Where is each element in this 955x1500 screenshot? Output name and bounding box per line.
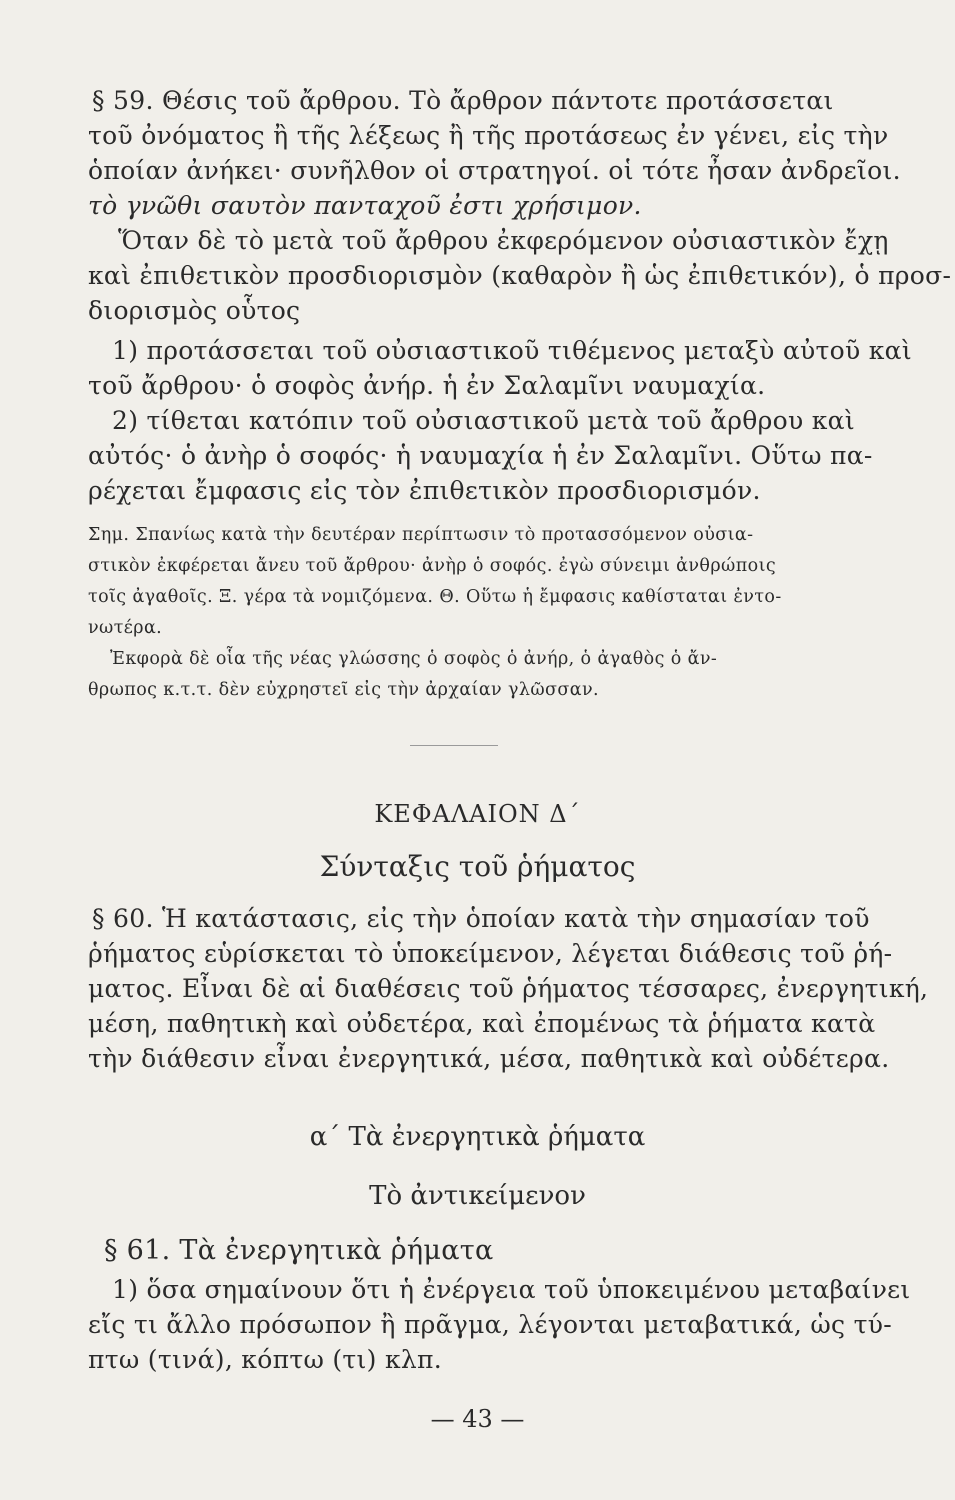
section-59-rule-2: 2) τίθεται κατόπιν τοῦ οὐσιαστικοῦ μετὰ τοῦ ἄρθρου καὶ	[112, 406, 855, 435]
section-60-line-4: μέση, παθητικὴ καὶ οὐδετέρα, καὶ ἐπομένως τὰ ῥήματα κατὰ	[88, 1009, 876, 1038]
section-59-line-5: Ὅταν δὲ τὸ μετὰ τοῦ ἄρθρου ἐκφερόμενον οὐσιαστικὸν ἔχῃ	[118, 226, 889, 255]
section-59-rule-1: 1) προτάσσεται τοῦ οὐσιαστικοῦ τιθέμενος μεταξὺ αὐτοῦ καὶ	[112, 336, 912, 365]
section-60-line-1: § 60. Ἡ κατάστασις, εἰς τὴν ὁποίαν κατὰ τὴν σημασίαν τοῦ	[92, 904, 870, 933]
section-61-line-1: 1) ὅσα σημαίνουν ὅτι ἡ ἐνέργεια τοῦ ὑποκειμένου μεταβαίνει	[112, 1275, 911, 1304]
note-line-1: Σημ. Σπανίως κατὰ τὴν δευτέραν περίπτωσιν τὸ προτασσόμενον οὐσια-	[88, 525, 754, 545]
section-59-line-12: ρέχεται ἔμφασις εἰς τὸν ἐπιθετικὸν προσδιορισμόν.	[88, 476, 761, 505]
note-line-6: θρωπος κ.τ.τ. δὲν εὐχρηστεῖ εἰς τὴν ἀρχαίαν γλῶσσαν.	[88, 680, 599, 700]
chapter-title: Σύνταξις τοῦ ῥήματος	[319, 850, 636, 883]
section-59-example-line: τὸ γνῶθι σαυτὸν πανταχοῦ ἐστι χρήσιμον.	[88, 191, 642, 220]
chapter-label: ΚΕΦΑΛΑΙΟΝ Δ΄	[374, 800, 581, 828]
page-number: — 43 —	[430, 1405, 525, 1433]
note-line-2: στικὸν ἐκφέρεται ἄνευ τοῦ ἄρθρου· ἀνὴρ ὁ σοφός. ἐγὼ σύνειμι ἀνθρώποις	[88, 556, 777, 576]
note-line-5: Ἐκφορὰ δὲ οἷα τῆς νέας γλώσσης ὁ σοφὸς ὁ ἀνήρ, ὁ ἀγαθὸς ὁ ἄν-	[110, 649, 718, 669]
subheading-object: Τὸ ἀντικείμενον	[369, 1181, 586, 1211]
section-59-line-6: καὶ ἐπιθετικὸν προσδιορισμὸν (καθαρὸν ἢ ὡς ἐπιθετικόν), ὁ προσ-	[88, 261, 952, 290]
section-61-heading: § 61. Τὰ ἐνεργητικὰ ῥήματα	[104, 1235, 494, 1266]
note-line-3: τοῖς ἀγαθοῖς. Ξ. γέρα τὰ νομιζόμενα. Θ. Οὕτω ἡ ἔμφασις καθίσταται ἐντο-	[88, 587, 782, 607]
note-line-4: νωτέρα.	[88, 618, 163, 638]
section-60-line-5: τὴν διάθεσιν εἶναι ἐνεργητικά, μέσα, παθητικὰ καὶ οὐδέτερα.	[88, 1044, 890, 1073]
section-61-line-3: πτω (τινά), κόπτω (τι) κλπ.	[88, 1345, 443, 1374]
section-59-line-7: διορισμὸς οὗτος	[88, 296, 301, 325]
section-60-line-2: ῥήματος εὑρίσκεται τὸ ὑποκείμενον, λέγεται διάθεσις τοῦ ῥή-	[88, 939, 893, 968]
subheading-active-verbs: α΄ Τὰ ἐνεργητικὰ ῥήματα	[309, 1122, 646, 1152]
section-60-line-3: ματος. Εἶναι δὲ αἱ διαθέσεις τοῦ ῥήματος τέσσαρες, ἐνεργητική,	[88, 974, 929, 1003]
section-divider	[410, 745, 498, 746]
section-59-line-2: τοῦ ὀνόματος ἢ τῆς λέξεως ἢ τῆς προτάσεως ἐν γένει, εἰς τὴν	[88, 121, 889, 150]
section-59-line-11: αὐτός· ὁ ἀνὴρ ὁ σοφός· ἡ ναυμαχία ἡ ἐν Σαλαμῖνι. Οὕτω πα-	[88, 441, 873, 470]
section-59-line-3: ὁποίαν ἀνήκει· συνῆλθον οἱ στρατηγοί. οἱ τότε ἦσαν ἀνδρεῖοι.	[88, 156, 901, 185]
section-59-line-1: § 59. Θέσις τοῦ ἄρθρου. Τὸ ἄρθρον πάντοτε προτάσσεται	[92, 86, 834, 115]
section-61-line-2: εἴς τι ἄλλο πρόσωπον ἢ πρᾶγμα, λέγονται μεταβατικά, ὡς τύ-	[88, 1310, 892, 1339]
section-59-line-9: τοῦ ἄρθρου· ὁ σοφὸς ἀνήρ. ἡ ἐν Σαλαμῖνι ναυμαχία.	[88, 371, 766, 400]
